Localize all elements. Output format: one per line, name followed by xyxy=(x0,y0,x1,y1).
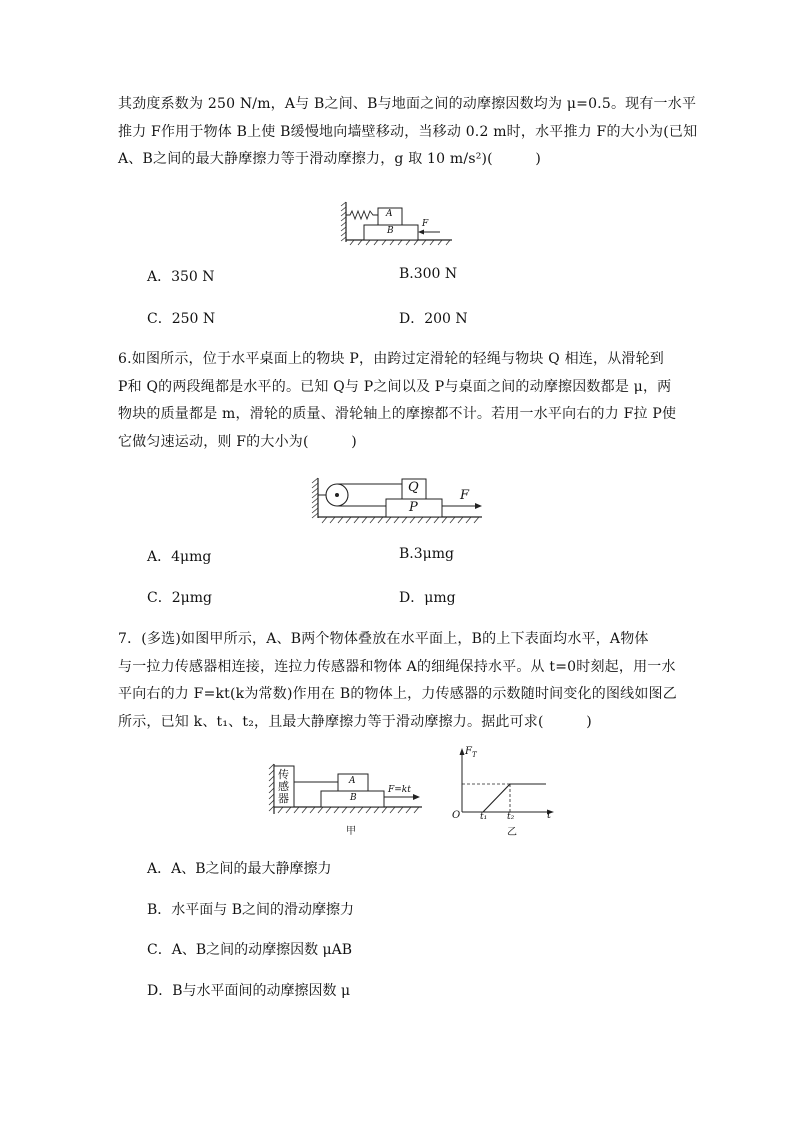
q7-option-c[interactable]: C．A、B之间的动摩擦因数 μAB xyxy=(147,942,353,958)
q7-option-a[interactable]: A．A、B之间的最大静摩擦力 xyxy=(147,861,332,877)
q6-line-4: 它做匀速运动，则 F的大小为( ) xyxy=(118,433,357,450)
q5-line-1: 其劲度系数为 250 N/m，A与 B之间、B与地面之间的动摩擦因数均为 μ=0.5。现有一水平 xyxy=(118,96,697,112)
q5-stem xyxy=(118,91,698,174)
q7-sensor-char-3: 器 xyxy=(278,792,289,805)
q6-figure xyxy=(310,474,488,526)
q7-line-1: 7．(多选)如图甲所示，A、B两个物体叠放在水平面上，B的上下表面均水平，A物体 xyxy=(118,631,649,647)
q6-force-label: F xyxy=(460,488,470,503)
q6-block-q-label: Q xyxy=(408,480,419,495)
q6-option-d[interactable]: D．μmg xyxy=(399,590,456,606)
q6-option-b[interactable]: B.3μmg xyxy=(399,546,454,562)
q7-graph-y-label: $F_T$ xyxy=(465,746,477,759)
q5-block-b-label: B xyxy=(387,226,394,236)
q7-graph-x-label: t xyxy=(547,810,552,821)
q6-option-a[interactable]: A．4μmg xyxy=(147,549,212,565)
q6-line-2: P和 Q的两段绳都是水平的。已知 Q与 P之间以及 P与桌面之间的动摩擦因数都是 μ，两 xyxy=(118,378,672,395)
q7-figure-right xyxy=(450,746,560,838)
q7-graph-t1: t₁ xyxy=(480,812,488,822)
q7-graph-origin: O xyxy=(452,810,461,821)
q7-stem xyxy=(118,626,677,736)
q7-line-3: 平向右的力 F=kt(k为常数)作用在 B的物体上，力传感器的示数随时间变化的图线如图乙 xyxy=(118,686,677,702)
q5-option-c[interactable]: C．250 N xyxy=(147,311,216,327)
q6-line-3: 物块的质量都是 m，滑轮的质量、滑轮轴上的摩擦都不计。若用一水平向右的力 F拉 P使 xyxy=(118,406,677,422)
q7-option-d[interactable]: D．B与水平面间的动摩擦因数 μ xyxy=(147,983,351,999)
q5-option-d[interactable]: D．200 N xyxy=(399,311,468,327)
q7-block-a-label: A xyxy=(349,776,356,786)
q5-force-label: F xyxy=(422,219,429,229)
q5-option-b[interactable]: B.300 N xyxy=(399,266,458,282)
q7-line-2: 与一拉力传感器相连接，连拉力传感器和物体 A的细绳保持水平。从 t=0时刻起，用一水 xyxy=(118,658,676,675)
q7-figure-left xyxy=(268,760,426,837)
q6-option-c[interactable]: C．2μmg xyxy=(147,590,212,606)
q7-block-b-label: B xyxy=(350,793,357,803)
q7-option-b[interactable]: B．水平面与 B之间的滑动摩擦力 xyxy=(147,902,355,918)
q7-sensor-char-2: 感 xyxy=(278,780,289,793)
q6-block-p-label: P xyxy=(409,500,418,515)
q6-stem xyxy=(118,346,677,456)
q7-force-label: F=kt xyxy=(388,785,411,795)
q5-option-a[interactable]: A．350 N xyxy=(147,269,215,285)
q7-line-4: 所示，已知 k、t₁、t₂，且最大静摩擦力等于滑动摩擦力。据此可求( ) xyxy=(118,713,592,730)
q7-sensor-char-1: 传 xyxy=(278,768,289,781)
q5-line-2: 推力 F作用于物体 B上使 B缓慢地向墙壁移动，当移动 0.2 m时，水平推力 F的大小为(已知 xyxy=(118,123,698,140)
q7-caption-left: 甲 xyxy=(346,826,356,837)
q7-graph-t2: t₂ xyxy=(507,812,515,822)
q5-figure xyxy=(340,198,456,246)
q7-caption-right: 乙 xyxy=(507,827,517,838)
q6-line-1: 6.如图所示，位于水平桌面上的物块 P，由跨过定滑轮的轻绳与物块 Q 相连，从滑轮到 xyxy=(118,351,665,367)
q5-block-a-label: A xyxy=(386,209,393,219)
q5-line-3: A、B之间的最大静摩擦力等于滑动摩擦力，g 取 10 m/s²)( ) xyxy=(118,151,542,167)
